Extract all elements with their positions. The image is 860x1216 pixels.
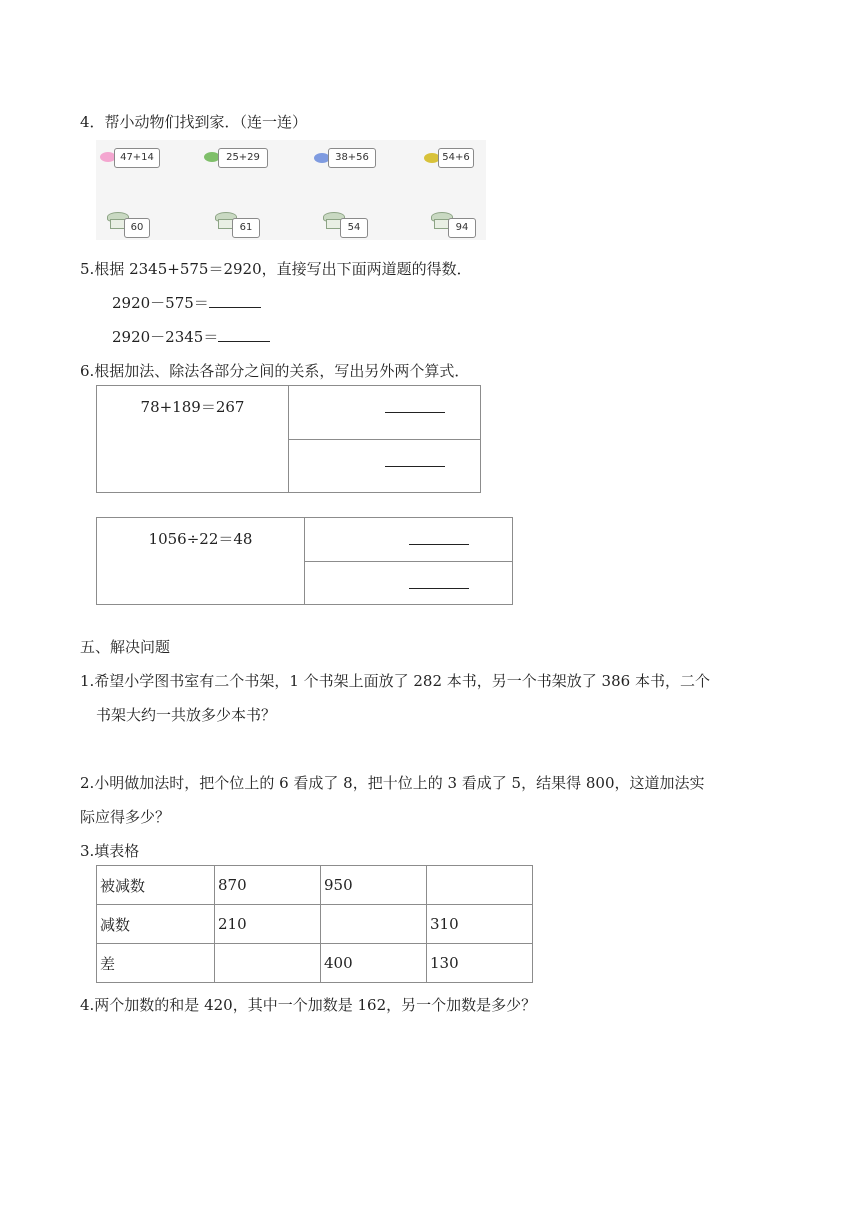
answer-blank[interactable] [209,293,261,308]
subtraction-table [96,865,533,983]
number-card: 60 [124,218,150,238]
expression-card: 25+29 [218,148,268,168]
table-cell: 950 [321,866,427,905]
relation-table-1 [96,385,481,493]
expression-card: 54+6 [438,148,474,168]
number-card: 54 [340,218,368,238]
section-title: 五、解决问题 [80,638,171,656]
answer-blank[interactable] [218,327,270,342]
number-card: 61 [232,218,260,238]
table-cell[interactable] [215,944,321,983]
match-picture [96,140,486,240]
number-card: 94 [448,218,476,238]
given-equation: 78+189＝267 [97,386,289,493]
q5-line2 [112,326,270,347]
table-cell: 400 [321,944,427,983]
q5-line1 [112,292,261,313]
relation-table-2 [96,517,513,605]
expression-card: 47+14 [114,148,160,168]
table-cell: 210 [215,905,321,944]
table-cell[interactable] [321,905,427,944]
table-cell: 870 [215,866,321,905]
table-cell: 130 [427,944,533,983]
answer-cell[interactable] [305,518,513,562]
answer-cell[interactable] [305,562,513,605]
problem-2-line-1: 2.小明做加法时，把个位上的 6 看成了 8，把十位上的 3 看成了 5，结果得 800，这道加法实 [80,774,705,792]
table-cell: 310 [427,905,533,944]
q5-title: 5.根据 2345+575＝2920，直接写出下面两道题的得数． [80,260,472,278]
q4-title: 4．帮小动物们找到家．（连一连） [80,113,308,131]
problem-1-line-2: 书架大约一共放多少本书？ [96,706,277,724]
answer-cell[interactable] [289,386,481,440]
expression-card: 38+56 [328,148,376,168]
table-cell: 减数 [97,905,215,944]
problem-2-line-2: 际应得多少？ [80,808,171,826]
table-row [97,944,533,983]
table-row [97,866,533,905]
q6-title: 6.根据加法、除法各部分之间的关系，写出另外两个算式． [80,362,470,380]
table-cell: 差 [97,944,215,983]
answer-cell[interactable] [289,439,481,493]
table-row [97,905,533,944]
problem-3-title: 3.填表格 [80,842,140,860]
given-equation: 1056÷22＝48 [97,518,305,605]
problem-4: 4.两个加数的和是 420，其中一个加数是 162，另一个加数是多少？ [80,996,537,1014]
q5-expression: 2920－2345＝ [112,328,219,346]
table-cell[interactable] [427,866,533,905]
table-cell: 被减数 [97,866,215,905]
q5-expression: 2920－575＝ [112,294,209,312]
problem-1-line-1: 1.希望小学图书室有二个书架，1 个书架上面放了 282 本书，另一个书架放了 386 本书，二个 [80,672,710,690]
